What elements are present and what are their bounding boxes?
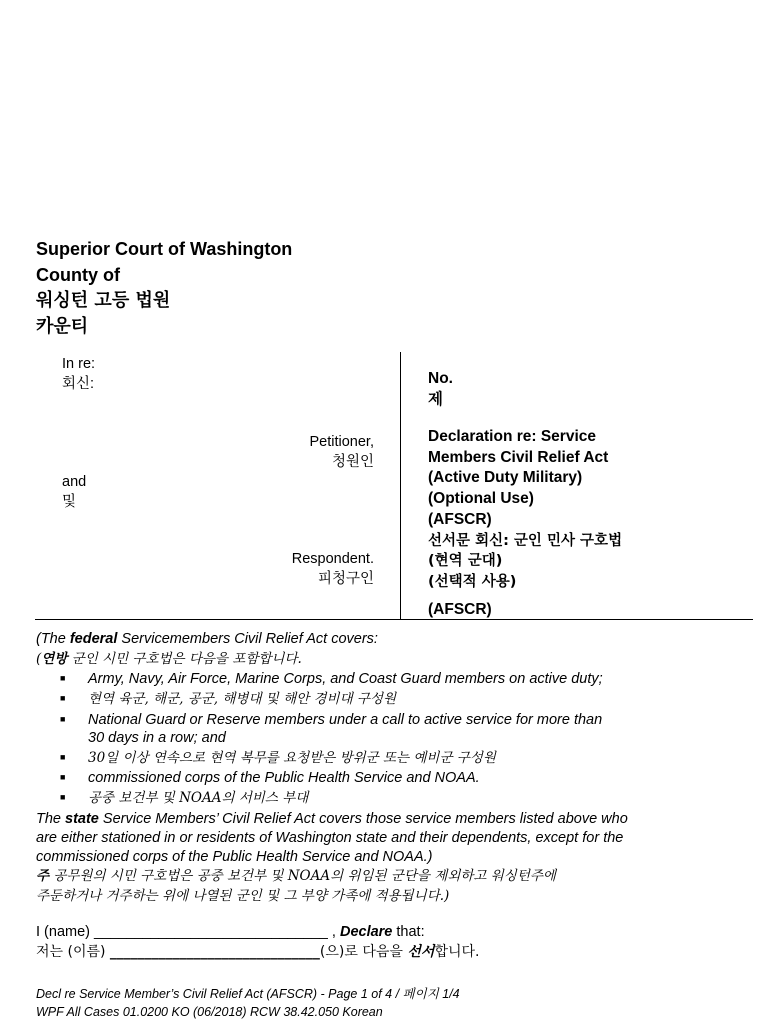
and-label-kr: 및	[62, 494, 77, 510]
form-title-line-kr: (선택적 사용)	[428, 574, 517, 590]
footer-form-title: Decl re Service Member’s Civil Relief Act (AFSCR) - Page 1 of 4 / 페이지 1/4	[36, 987, 460, 1001]
case-number-label: No.	[428, 370, 453, 387]
bullet-item: commissioned corps of the Public Health Service and NOAA.	[88, 770, 480, 786]
form-title-line: Members Civil Relief Act	[428, 449, 609, 466]
bullet-marker: ■	[60, 772, 66, 782]
form-title-line: (AFSCR)	[428, 511, 492, 528]
form-title-line-kr: (현역 군대)	[428, 553, 503, 569]
state-act-paragraph-line: commissioned corps of the Public Health Service and NOAA.)	[36, 849, 433, 865]
declarant-name-line-kr[interactable]: 저는 (이름) ______________________________(으)로 다음을 선서합니다.	[36, 944, 480, 960]
form-title-line-kr: 선서문 회신: 군인 민사 구호법	[428, 533, 623, 549]
state-act-paragraph-kr: 주 공무원의 시민 구호법은 공중 보건부 및 NOAA의 위임된 군단을 제외하고 워싱턴주에	[36, 868, 556, 884]
county-label: County of	[36, 265, 120, 285]
state-act-paragraph: The state Service Members’ Civil Relief Act covers those service members listed above who	[36, 811, 628, 827]
county-label-kr: 카운티	[36, 316, 89, 337]
bullet-item-kr: 30일 이상 연속으로 현역 복무를 요청받은 방위군 또는 예비군 구성원	[88, 750, 496, 766]
form-title-line: Declaration re: Service	[428, 428, 597, 445]
bullet-item: National Guard or Reserve members under a call to active service for more than	[88, 712, 603, 728]
state-act-paragraph-kr-line: 주둔하거나 거주하는 위에 나열된 군인 및 그 부양 가족에 적용됩니다.)	[36, 888, 450, 904]
caption-divider-vertical	[400, 352, 401, 620]
respondent-label: Respondent.	[291, 551, 374, 567]
declarant-name-line[interactable]: I (name) _____________________________ , Declare that:	[36, 924, 425, 940]
bullet-item-continued: 30 days in a row; and	[88, 730, 226, 746]
bullet-item: Army, Navy, Air Force, Marine Corps, and Coast Guard members on active duty;	[88, 671, 603, 687]
caption-divider-horizontal	[35, 619, 753, 620]
petitioner-label-kr: 청원인	[331, 454, 374, 470]
federal-intro-kr: (연방 군인 시민 구호법은 다음을 포함합니다.	[36, 651, 302, 667]
bullet-marker: ■	[60, 673, 66, 683]
form-title-line: (Optional Use)	[428, 490, 534, 507]
petitioner-label: Petitioner,	[309, 434, 374, 450]
bullet-item-kr: 공중 보건부 및 NOAA의 서비스 부대	[88, 790, 309, 806]
footer-form-number: WPF All Cases 01.0200 KO (06/2018) RCW 38.42.050 Korean	[36, 1005, 383, 1019]
federal-intro: (The federal Servicemembers Civil Relief Act covers:	[36, 631, 378, 647]
state-act-paragraph-line: are either stationed in or residents of Washington state and their dependents, except for the	[36, 830, 624, 846]
in-re-label: In re:	[62, 356, 96, 372]
form-title-line: (Active Duty Military)	[428, 469, 583, 486]
in-re-label-kr: 회신:	[62, 376, 95, 392]
case-number-label-kr: 제	[428, 391, 443, 408]
bullet-marker: ■	[60, 752, 66, 762]
form-title-line: (AFSCR)	[428, 601, 492, 618]
bullet-item-kr: 현역 육군, 해군, 공군, 해병대 및 해안 경비대 구성원	[88, 691, 397, 707]
respondent-label-kr: 피청구인	[317, 571, 374, 587]
court-name-kr: 워싱턴 고등 법원	[36, 290, 171, 311]
bullet-marker: ■	[60, 714, 66, 724]
court-name: Superior Court of Washington	[36, 239, 293, 259]
and-label: and	[62, 474, 87, 490]
bullet-marker: ■	[60, 693, 66, 703]
bullet-marker: ■	[60, 792, 66, 802]
